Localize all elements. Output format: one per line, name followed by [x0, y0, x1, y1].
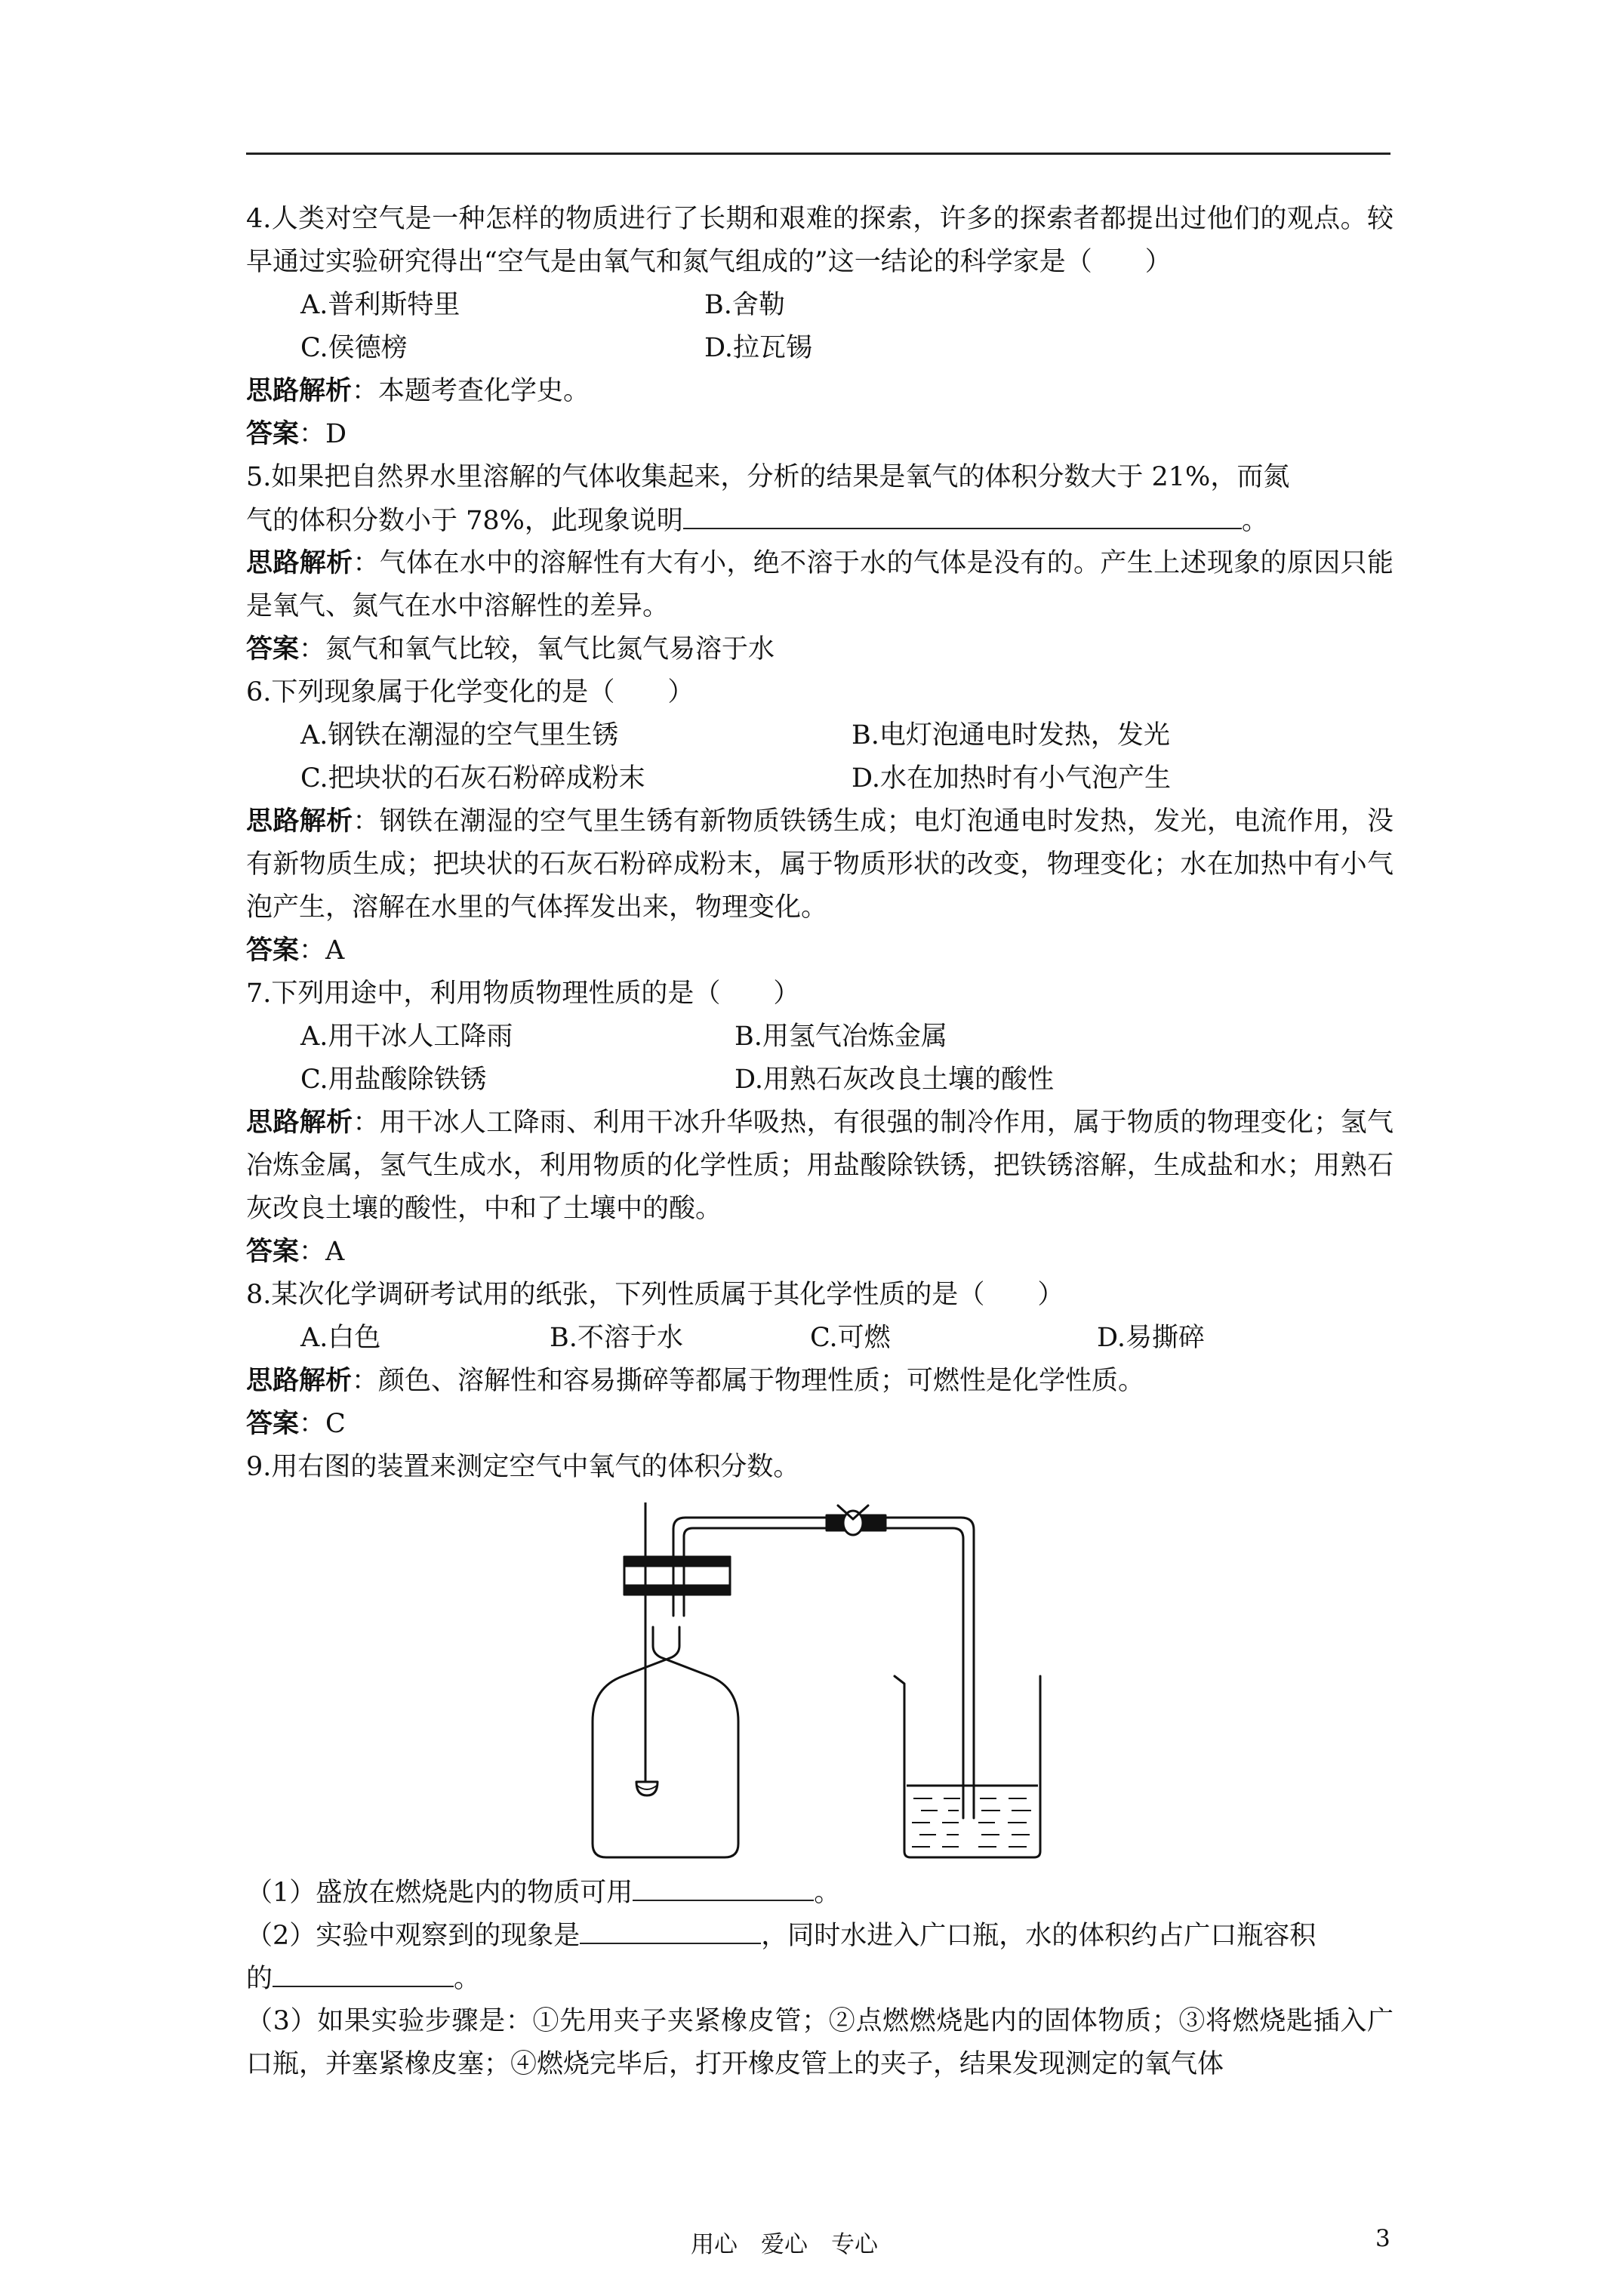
q5-answer — [246, 628, 1394, 671]
q4-options-row1 — [246, 284, 1394, 327]
document-body — [246, 198, 1394, 1489]
q8-option-d: D.易撕碎 — [1097, 1323, 1205, 1353]
q9-sub2-blank1[interactable] — [580, 1914, 761, 1944]
q9-sub1 — [246, 1871, 1394, 1914]
bottle — [593, 1627, 738, 1857]
q4-answer — [246, 413, 1394, 456]
header-rule — [246, 153, 1390, 155]
q5-stem-line1: 5.如果把自然界水里溶解的气体收集起来，分析的结果是氧气的体积分数大于 21%，而氮 — [246, 462, 1290, 492]
answer-label: 答案 — [246, 935, 300, 966]
q6-answer — [246, 929, 1394, 972]
q6-option-b: B.电灯泡通电时发热，发光 — [852, 720, 1170, 750]
q7-analysis-text: ：用干冰人工降雨、利用干冰升华吸热，有很强的制冷作用，属于物质的物理变化；氢气冶炼金属，氢气生成水，利用物质的化学性质；用盐酸除铁锈，把铁锈溶解，生成盐和水；用熟石灰改良土壤的酸性，中和了土壤中的酸。 — [246, 1108, 1394, 1224]
q6-option-a: A.钢铁在潮湿的空气里生锈 — [300, 720, 619, 750]
q4-answer-text: ：D — [299, 419, 347, 449]
q7-option-c: C.用盐酸除铁锈 — [300, 1065, 487, 1095]
q6-options-row1 — [246, 714, 1394, 757]
q6-options-row2 — [246, 757, 1394, 800]
q5-stem-end: 。 — [1241, 506, 1268, 536]
analysis-label: 思路解析 — [246, 376, 353, 406]
footer-motto: 用心 爱心 专心 — [691, 2231, 878, 2258]
q9-sub2-blank2[interactable] — [273, 1957, 454, 1987]
q4-option-a: A.普利斯特里 — [300, 290, 460, 320]
page-number: 3 — [1375, 2225, 1390, 2252]
q4-analysis — [246, 370, 1394, 413]
q5-analysis — [246, 542, 1394, 628]
q7-option-d: D.用熟石灰改良土壤的酸性 — [735, 1065, 1054, 1095]
q9-sub2-line2-text: 的 — [246, 1964, 273, 1994]
q9-sub2-mid: ，同时水进入广口瓶，水的体积约占广口瓶容积 — [761, 1921, 1317, 1951]
q7-options-row1 — [246, 1015, 1394, 1059]
q5-stem-text: 气的体积分数小于 78%，此现象说明 — [246, 506, 683, 536]
q9-sub1-text: （1）盛放在燃烧匙内的物质可用 — [246, 1878, 633, 1908]
answer-label: 答案 — [246, 634, 300, 664]
q9-subquestions — [246, 1871, 1394, 2086]
q7-analysis — [246, 1102, 1394, 1231]
q8-option-a: A.白色 — [300, 1323, 381, 1353]
q4-stem: 4.人类对空气是一种怎样的物质进行了长期和艰难的探索，许多的探索者都提出过他们的观点。较早通过实验研究得出“空气是由氧气和氮气组成的”这一结论的科学家是（ ） — [246, 204, 1394, 277]
answer-label: 答案 — [246, 419, 300, 449]
q4-analysis-text: ：本题考查化学史。 — [352, 376, 590, 406]
q6-answer-text: ：A — [299, 935, 345, 966]
q5-analysis-text: ：气体在水中的溶解性有大有小，绝不溶于水的气体是没有的。产生上述现象的原因只能是氧气、氮气在水中溶解性的差异。 — [246, 548, 1394, 621]
q8-option-c: C.可燃 — [810, 1323, 891, 1353]
answer-label: 答案 — [246, 1409, 300, 1439]
q6-option-c: C.把块状的石灰石粉碎成粉末 — [300, 763, 645, 794]
q6-stem: 6.下列现象属于化学变化的是（ ） — [246, 677, 694, 707]
q7-options-row2 — [246, 1059, 1394, 1102]
q7-stem: 7.下列用途中，利用物质物理性质的是（ ） — [246, 978, 800, 1009]
q4-option-c: C.侯德榜 — [300, 333, 408, 363]
q9-sub1-blank[interactable] — [633, 1871, 814, 1901]
q5-answer-blank[interactable] — [683, 499, 1242, 529]
q8-option-b: B.不溶于水 — [550, 1323, 683, 1353]
q8-answer — [246, 1403, 1394, 1446]
q6-analysis — [246, 800, 1394, 929]
q7-answer-text: ：A — [299, 1237, 345, 1267]
oxygen-measurement-apparatus-figure — [589, 1502, 1057, 1872]
q9-stem: 9.用右图的装置来测定空气中氧气的体积分数。 — [246, 1452, 800, 1482]
q5-answer-text: ：氮气和氧气比较，氧气比氮气易溶于水 — [299, 634, 775, 664]
q9-sub2-text: （2）实验中观察到的现象是 — [246, 1921, 581, 1951]
q9-sub2-line2 — [246, 1957, 1394, 2000]
analysis-label: 思路解析 — [246, 548, 353, 578]
q5-stem-line2 — [246, 499, 1394, 542]
q9-sub2 — [246, 1914, 1394, 1957]
q4-option-d: D.拉瓦锡 — [704, 333, 812, 363]
q6-analysis-text: ：钢铁在潮湿的空气里生锈有新物质铁锈生成；电灯泡通电时发热，发光，电流作用，没有新物质生成；把块状的石灰石粉碎成粉末，属于物质形状的改变，物理变化；水在加热中有小气泡产生，溶解在水里的气体挥发出来，物理变化。 — [246, 806, 1394, 923]
q7-option-b: B.用氢气冶炼金属 — [735, 1022, 947, 1052]
q9-sub3: （3）如果实验步骤是：①先用夹子夹紧橡皮管；②点燃燃烧匙内的固体物质；③将燃烧匙插入广口瓶，并塞紧橡皮塞；④燃烧完毕后，打开橡皮管上的夹子，结果发现测定的氧气体 — [246, 2006, 1394, 2079]
q8-answer-text: ：C — [299, 1409, 346, 1439]
q8-stem: 8.某次化学调研考试用的纸张，下列性质属于其化学性质的是（ ） — [246, 1280, 1064, 1310]
q7-option-a: A.用干冰人工降雨 — [300, 1022, 513, 1052]
q7-answer — [246, 1231, 1394, 1274]
analysis-label: 思路解析 — [246, 1108, 353, 1138]
q8-options — [246, 1317, 1394, 1360]
analysis-label: 思路解析 — [246, 1366, 353, 1396]
answer-label: 答案 — [246, 1237, 300, 1267]
q4-options-row2 — [246, 327, 1394, 370]
q9-sub2-line2-end: 。 — [454, 1964, 481, 1994]
q9-sub1-end: 。 — [814, 1878, 841, 1908]
q8-analysis-text: ：颜色、溶解性和容易撕碎等都属于物理性质；可燃性是化学性质。 — [352, 1366, 1145, 1396]
analysis-label: 思路解析 — [246, 806, 353, 837]
q4-option-b: B.舍勒 — [704, 290, 785, 320]
q6-option-d: D.水在加热时有小气泡产生 — [852, 763, 1171, 794]
beaker — [895, 1676, 1040, 1857]
q8-analysis — [246, 1360, 1394, 1403]
